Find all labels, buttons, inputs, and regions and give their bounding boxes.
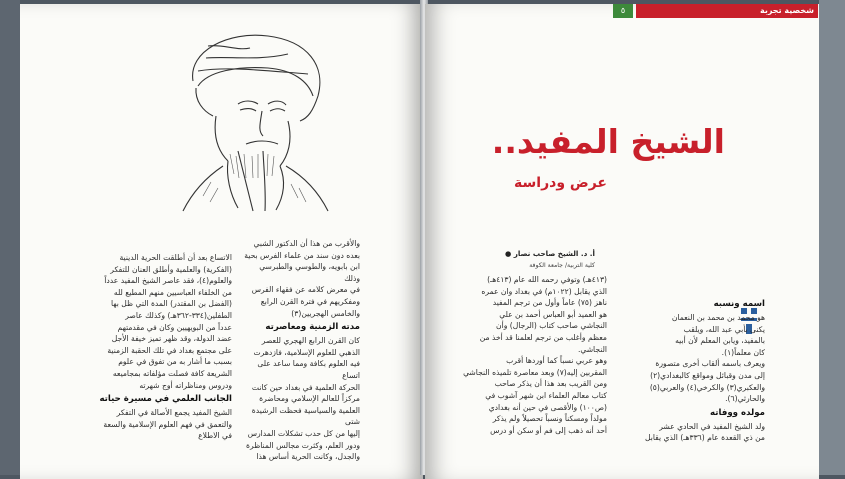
paragraph-line: الاتساع بعد أن أطلقت الحرية الدينية xyxy=(119,253,232,262)
column-left xyxy=(82,252,232,442)
paragraph-line: من الخلفاء العباسيين منهم المطيع لله xyxy=(113,287,232,297)
paragraph-line: هو محمد بن محمد بن النعمان xyxy=(671,313,765,322)
paragraph-line: (٤١٣هـ) وتوفي رحمه الله عام (٤١٣هـ) xyxy=(487,275,607,284)
paragraph-line: ودروس ومناظراته أوج شهرته xyxy=(139,380,232,390)
viewer-background-right xyxy=(819,0,845,475)
viewer-background-left xyxy=(0,0,20,475)
paragraph-line: وهو عربي نسباً كما أوردها أقرب xyxy=(506,356,607,366)
paragraph-line: مركزاً للعالم الإسلامي ومحاضرة xyxy=(259,394,360,404)
author-affiliation: كلية التربية/ جامعة الكوفة xyxy=(529,262,595,269)
column-right xyxy=(242,238,360,463)
paragraph-line: هو العميد أبو العباس أحمد بن علي xyxy=(499,309,607,319)
paragraph-line: الشريعة كافة فصلت مؤلفاته بمجاميعه xyxy=(112,368,232,378)
paragraph-line: في الاطلاع xyxy=(198,431,232,441)
paragraph-line: العلمية والسياسية فحظت الرشيدة شتى xyxy=(251,405,360,427)
paragraph-line: (الفضل بن المقتدر) المدة التي ظل بها xyxy=(110,299,232,309)
paragraph-line: النجاشي. xyxy=(577,344,607,354)
section-heading: اسمه ونسبه xyxy=(713,299,765,309)
section-tag: شخصية تجربة xyxy=(636,4,818,18)
paragraph-line: ابن بابويه، والطوسي والطبرسي وذلك xyxy=(259,262,360,283)
column-right xyxy=(617,296,765,444)
paragraph-line: أحد أنه ذهب إلى فم أو سكن أو درس xyxy=(490,425,607,435)
article-subtitle: عرض ودراسة xyxy=(514,175,607,191)
paragraph-line: ودور العلم، وكثرت مجالس المناظرة xyxy=(246,440,360,450)
paragraph-line: (الفكرية) والعلمية وأطلق العنان للتفكر xyxy=(110,264,232,274)
paragraph-line: معظم وأغلب من ترجم لعلمنا قد أخذ من xyxy=(479,332,607,342)
paragraph-line: فيه العلوم بكافة ومما ساعد على اتساع xyxy=(257,359,360,380)
right-page xyxy=(425,4,819,479)
paragraph-line: والخامس الهجريين(٣) xyxy=(291,308,360,318)
paragraph-line: والتعمق في فهم العلوم الإسلامية والسعة xyxy=(103,419,232,429)
paragraph-line: الطفلين(٣٣٤-٣٦٢هـ) وكذلك عاصر xyxy=(125,310,232,320)
paragraph-line: بالمفيد، ويابن المعلم لأن أبيه xyxy=(675,336,765,346)
paragraph-line: الشيخ المفيد يجمع الأصالة في التفكر xyxy=(116,408,232,418)
paragraph-line: مولداً ومسكناً ونسباً تحصيلاً ولم يذكر xyxy=(492,414,607,424)
paragraph-line: في معرض كلامه عن فقهاء الفرس xyxy=(251,285,360,295)
paragraph-line: والعكبري(٣) والكرخي(٤) والعربي(٥) xyxy=(649,382,765,392)
paragraph-line: على مجتمع بغداد في تلك الحقبة الزمنية xyxy=(107,345,232,355)
paragraph-line: بعده دون سند من علماء الفرس بحية xyxy=(244,250,360,260)
paragraph-line: إلى مدن وقبائل ومواقع كالبغدادي(٢) xyxy=(650,370,765,380)
paragraph-line: بسبب ما أشار به من تفوق في علوم xyxy=(118,357,232,367)
paragraph-line: كتاب معالم العلماء ابن شهر آشوب في xyxy=(485,390,607,400)
paragraph-line: ولد الشيخ المفيد في الحادي عشر xyxy=(659,421,765,431)
paragraph-line: عضد الدولة، وقد ظهر تميز خيفة الأجل xyxy=(111,334,232,344)
paragraph-line: من ذي القعدة عام (٣٣٦هـ) الذي يقابل xyxy=(645,433,765,443)
paragraph-line: (ص١٠٠) والأقصى في حين أنه بغدادي xyxy=(488,402,607,412)
section-heading: مولده ووفاته xyxy=(710,407,765,418)
paragraph-line: عدداً من البويهيين وكان في مقدمتهم xyxy=(117,322,232,332)
article-title: الشيخ المفيد.. xyxy=(491,122,725,161)
paragraph-line: النجاشي صاحب كتاب (الرجال) وأن xyxy=(496,321,607,331)
paragraph-line: ويعرف باسمه ألقاب أخرى متصورة xyxy=(655,359,765,369)
section-number-badge: ٥ xyxy=(613,4,633,18)
paragraph-line: الذي يقابل (١٠٢٢م) في بغداد وان عمره xyxy=(481,286,607,296)
column-middle xyxy=(437,274,607,436)
paragraph-line: المقربين إليه(٧) وبعد معاصرة تلميذه النجاشي xyxy=(463,367,607,377)
paragraph-line: والأقرب من هذا أن الدكتور الشبي xyxy=(253,239,360,248)
paragraph-line: كان معلماً(١). xyxy=(721,347,765,357)
paragraph-line: الذهبي للعلوم الإسلامية، فازدهرت xyxy=(253,347,360,357)
paragraph-line: والجدل، وكانت الحرية أساس هذا xyxy=(256,452,360,462)
left-page xyxy=(20,4,423,479)
paragraph-line: كان القرن الرابع الهجري للعصر xyxy=(261,336,360,346)
portrait-illustration xyxy=(168,26,338,216)
paragraph-line: ومن القريب بعد هذا أن يذكر صاحب xyxy=(494,379,607,389)
paragraph-line: ومفكريهم في فترة القرن الرابع xyxy=(260,296,360,306)
paragraph-line: والعلوم(٤)، فقد عاصر الشيخ المفيد عدداً xyxy=(104,276,232,286)
paragraph-line: إليها من كل حدب تشكلات المدارس xyxy=(247,428,360,438)
section-heading: مدته الزمنية ومعاصرته xyxy=(265,322,360,333)
section-heading: الجانب العلمي في مسيرة حياته xyxy=(99,394,232,405)
paragraph-line: ناهز (٧٥) عاماً وأول من ترجم المفيد xyxy=(492,298,607,308)
paragraph-line: والحارثي(٦). xyxy=(725,394,765,404)
paragraph-line: الحركة العلمية في بغداد حين كانت xyxy=(251,382,360,392)
paragraph-line: يكنى بأبي عبد الله، ويلقب xyxy=(683,324,765,334)
author-name: أ. د. الشيخ صاحب نصار ● xyxy=(504,249,595,258)
